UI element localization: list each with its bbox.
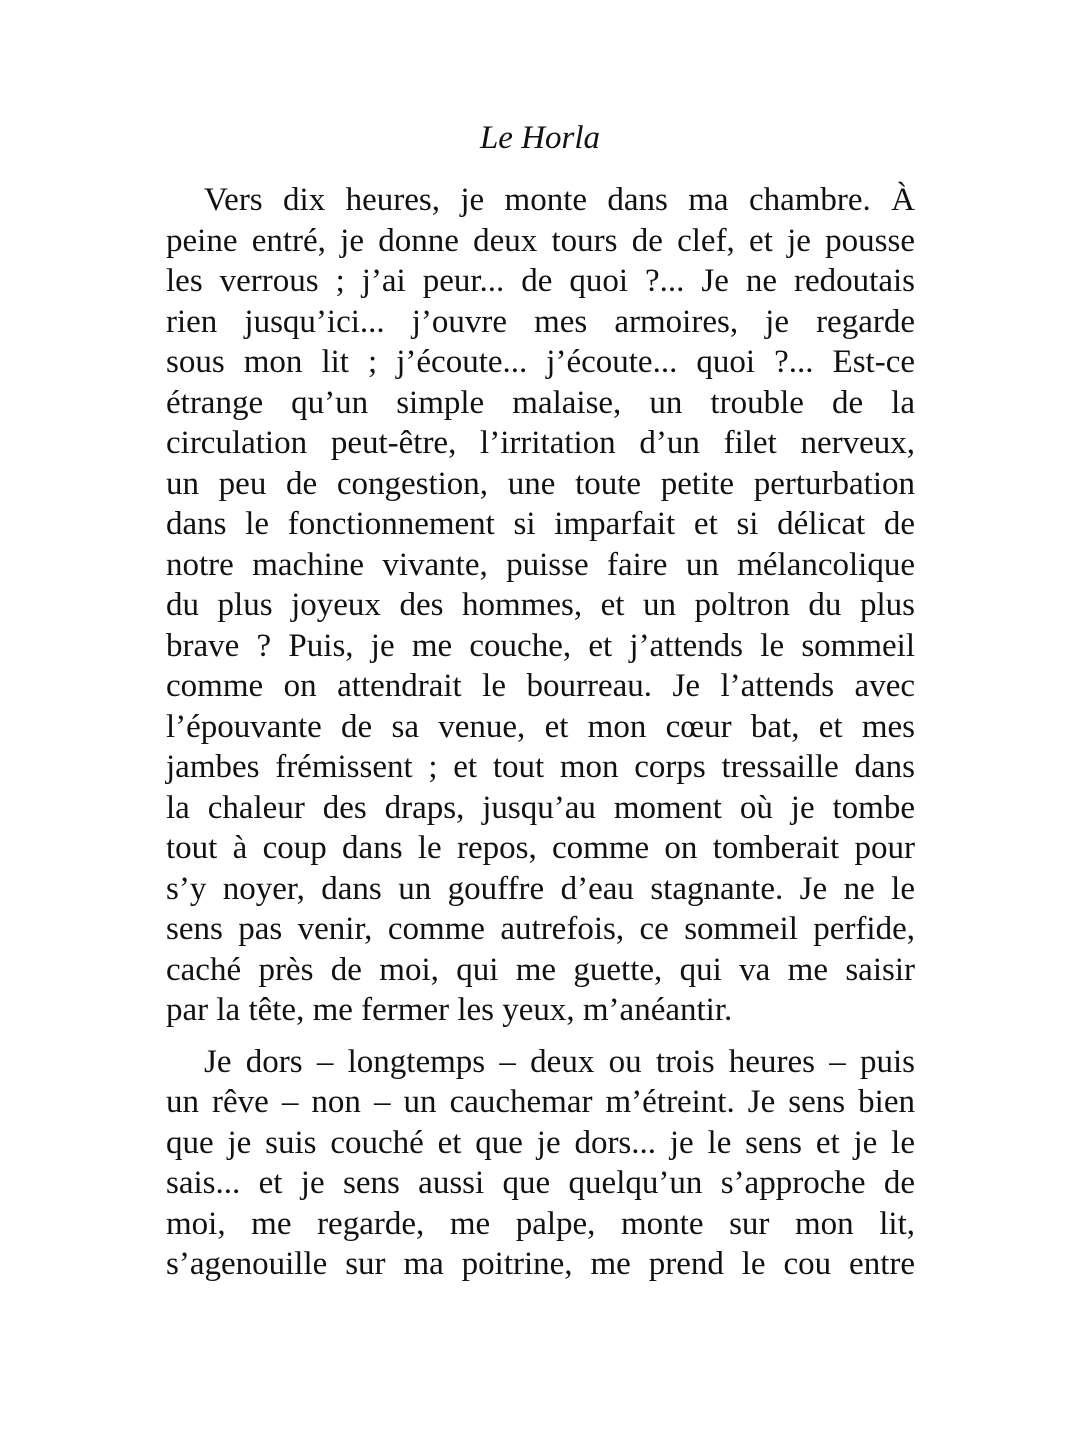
paragraph — [166, 180, 915, 1031]
text-line: caché près de moi, qui me guette, qui va me saisir — [166, 951, 915, 988]
text-line: sous mon lit ; j’écoute... j’écoute... quoi ?... Est-ce — [166, 344, 915, 380]
text-line: par la tête, me fermer les yeux, m’anéantir. — [166, 992, 733, 1028]
text-line: les verrous ; j’ai peur... de quoi ?... Je ne redoutais — [166, 263, 915, 299]
text-line: comme on attendrait le bourreau. Je l’attends avec — [166, 668, 915, 704]
text-line: circulation peut-être, l’irritation d’un filet nerveux, — [166, 425, 915, 461]
text-line: que je suis couché et que je dors... je le sens et je le — [166, 1124, 915, 1161]
page-title: Le Horla — [479, 120, 601, 156]
text-line: brave ? Puis, je me couche, et j’attends le sommeil — [166, 627, 915, 664]
text-line: jambes frémissent ; et tout mon corps tressaille dans — [166, 749, 915, 785]
text-line: étrange qu’un simple malaise, un trouble de la — [166, 384, 915, 421]
text-line: un rêve – non – un cauchemar m’étreint. Je sens bien — [166, 1084, 915, 1120]
text-line: Je dors – longtemps – deux ou trois heures – puis — [204, 1043, 915, 1080]
text-line: sais... et je sens aussi que quelqu’un s’approche de — [166, 1165, 915, 1201]
text-line: peine entré, je donne deux tours de clef, et je pousse — [166, 222, 915, 259]
text-line: notre machine vivante, puisse faire un mélancolique — [166, 546, 915, 583]
text-line: dans le fonctionnement si imparfait et si délicat de — [166, 506, 915, 542]
text-line: sens pas venir, comme autrefois, ce sommeil perfide, — [166, 911, 915, 947]
body-text — [166, 180, 915, 1296]
text-line: un peu de congestion, une toute petite perturbation — [166, 465, 915, 502]
text-line: Vers dix heures, je monte dans ma chambre. À — [204, 182, 915, 218]
text-line: moi, me regarde, me palpe, monte sur mon lit, — [166, 1205, 915, 1242]
paragraph — [166, 1042, 915, 1285]
text-line: s’agenouille sur ma poitrine, me prend le cou entre — [166, 1246, 915, 1282]
text-line: du plus joyeux des hommes, et un poltron du plus — [166, 587, 915, 623]
text-line: la chaleur des draps, jusqu’au moment où je tombe — [166, 789, 915, 826]
text-line: l’épouvante de sa venue, et mon cœur bat, et mes — [166, 708, 915, 745]
text-line: s’y noyer, dans un gouffre d’eau stagnante. Je ne le — [166, 870, 915, 907]
text-line: tout à coup dans le repos, comme on tomberait pour — [166, 830, 915, 866]
text-line: rien jusqu’ici... j’ouvre mes armoires, je regarde — [166, 303, 915, 340]
